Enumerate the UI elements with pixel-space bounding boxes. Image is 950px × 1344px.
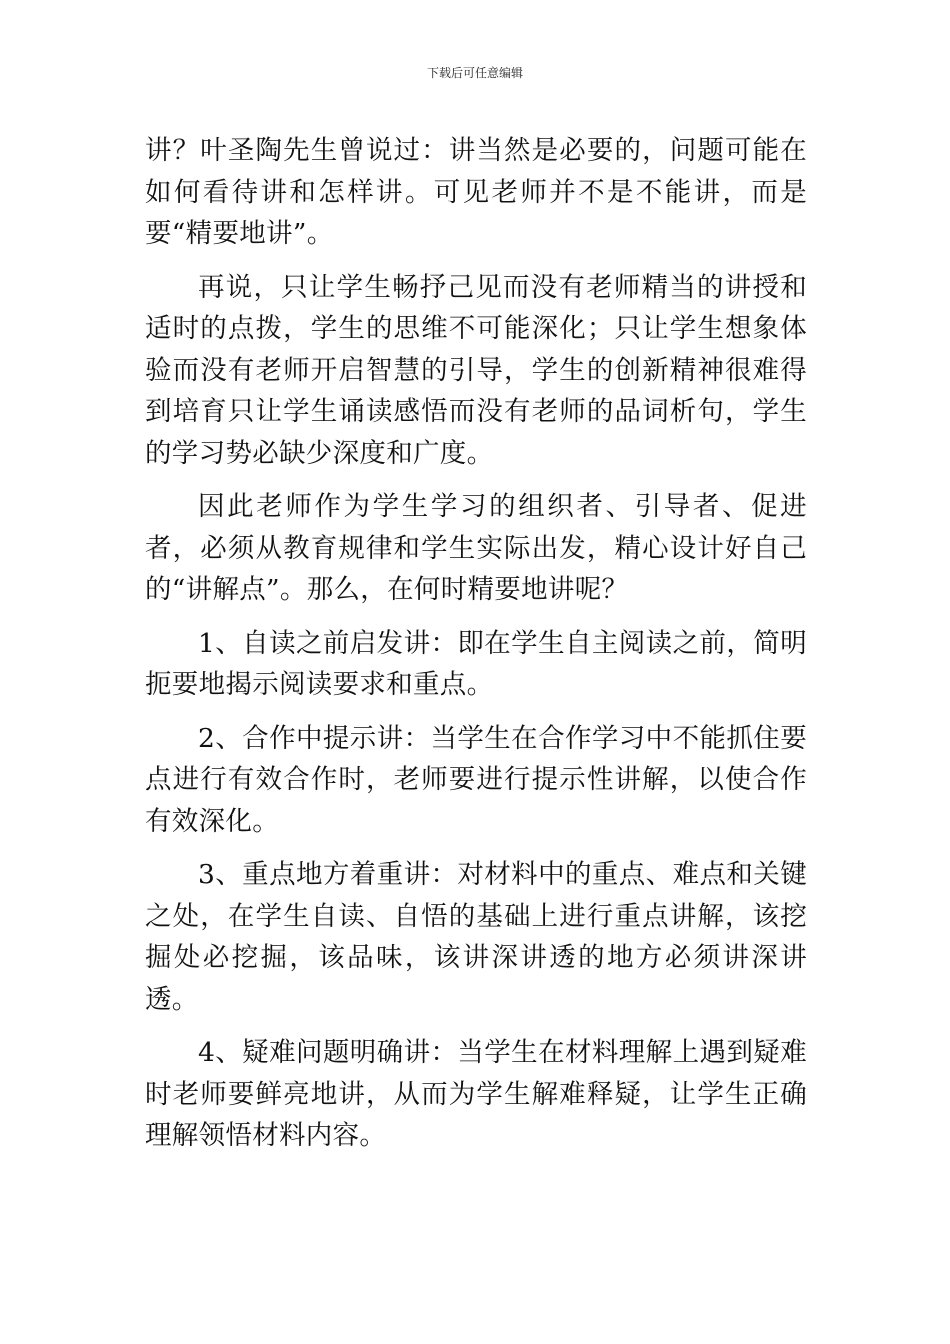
page-header: 下载后可任意编辑: [426, 66, 523, 80]
document-body: [145, 130, 807, 1169]
paragraph-7: 4、疑难问题明确讲：当学生在材料理解上遇到疑难时老师要鲜亮地讲，从而为学生解难释疑，让学生正确理解领悟材料内容。: [145, 1037, 807, 1151]
paragraph-2: 再说，只让学生畅抒己见而没有老师精当的讲授和适时的点拨，学生的思维不可能深化；只让学生想象体验而没有老师开启智慧的引导，学生的创新精神很难得到培育只让学生诵读感悟而没有老师的品词析句，学生的学习势必缺少深度和广度。: [145, 271, 807, 469]
paragraph-6: 3、重点地方着重讲：对材料中的重点、难点和关键之处，在学生自读、自悟的基础上进行重点讲解，该挖掘处必挖掘，该品味，该讲深讲透的地方必须讲深讲透。: [145, 859, 807, 1015]
paragraph-1: 讲？叶圣陶先生曾说过：讲当然是必要的，问题可能在如何看待讲和怎样讲。可见老师并不是不能讲，而是要“精要地讲”。: [145, 135, 807, 249]
paragraph-4: 1、自读之前启发讲：即在学生自主阅读之前，简明扼要地揭示阅读要求和重点。: [145, 627, 807, 700]
paragraph-5: 2、合作中提示讲：当学生在合作学习中不能抓住要点进行有效合作时，老师要进行提示性讲解，以使合作有效深化。: [145, 722, 807, 837]
paragraph-3: 因此老师作为学生学习的组织者、引导者、促进者，必须从教育规律和学生实际出发，精心设计好自己的“讲解点”。那么，在何时精要地讲呢？: [145, 491, 807, 605]
